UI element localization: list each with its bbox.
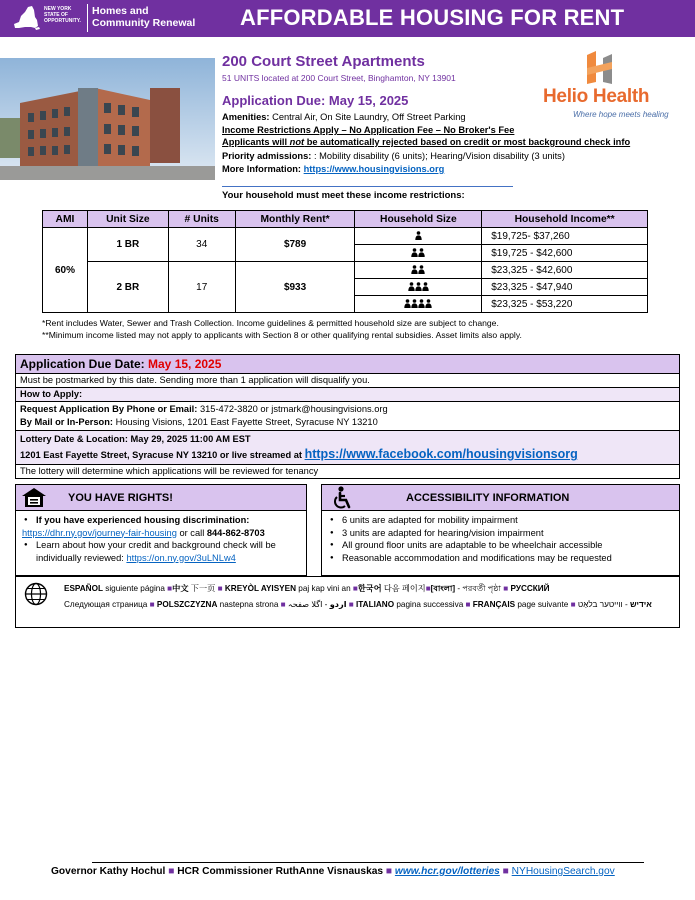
language-name[interactable]: اردو (329, 600, 347, 609)
building-photo (0, 58, 215, 180)
language-name[interactable]: РУССКИЙ (510, 584, 550, 593)
household-size-cell (355, 279, 482, 296)
page-title: AFFORDABLE HOUSING FOR RENT (240, 5, 625, 30)
units-cell: 17 (168, 262, 235, 313)
lottery-note-row: The lottery will determine which applications will be reviewed for tenancy (20, 466, 319, 476)
accessibility-title: ACCESSIBILITY INFORMATION (406, 492, 570, 504)
lottery-row: Lottery Date & Location: May 29, 2025 11:00 AM EST 1201 East Fayette Street, Syracuse NY 13210 or live streamed at https://www.facebook.com/housingvisionsorg (16, 431, 679, 465)
more-info-line: More Information: https://www.housingvisions.org (222, 164, 445, 174)
postmark-row: Must be postmarked by this date. Sending more than 1 application will disqualify you. (16, 374, 679, 388)
header-rent: Monthly Rent* (235, 211, 355, 228)
units-cell: 34 (168, 228, 235, 262)
language-name[interactable]: POLSZCZYZNA (156, 600, 218, 609)
facebook-stream-link[interactable]: https://www.facebook.com/housingvisionsorg (304, 447, 578, 461)
list-item: ● If you have experienced housing discrimination: https://dhr.ny.gov/journey-fair-housing or call 844-862-8703 (22, 514, 300, 539)
household-size-cell (355, 245, 482, 262)
household-income-cell: $23,325 - $42,600 (482, 262, 648, 279)
application-box (15, 354, 680, 479)
header-bar (0, 0, 695, 37)
language-name[interactable]: FRANÇAIS (472, 600, 516, 609)
restrictions-line: Income Restrictions Apply – No Application Fee – No Broker's Fee (222, 125, 515, 135)
rent-cell: $933 (235, 262, 355, 313)
person-icon (411, 248, 425, 259)
partner-name: Helio Health (543, 86, 650, 107)
household-size-cell (355, 228, 482, 245)
language-name[interactable]: KREYÒL AYISYEN (224, 584, 297, 593)
ny-state-map-icon (11, 4, 41, 32)
logo-divider (87, 4, 88, 32)
priority-line: Priority admissions: : Mobility disability (6 units); Hearing/Vision disability (3 units) (222, 151, 565, 161)
language-name[interactable]: 한국어 (357, 584, 382, 593)
property-name: 200 Court Street Apartments (222, 53, 425, 70)
footer: Governor Kathy Hochul ■ HCR Commissioner RuthAnne Visnauskas ■ www.hcr.gov/lotteries ■ NYHousingSearch.gov (51, 866, 615, 877)
person-icon (415, 231, 422, 242)
list-item: ● 6 units are adapted for mobility impairment (328, 514, 673, 527)
list-item: ● All ground floor units are adaptable to be wheelchair accessible (328, 539, 673, 552)
income-intro: Your household must meet these income restrictions: (222, 190, 465, 201)
household-income-cell: $19,725 - $42,600 (482, 245, 648, 262)
household-income-cell: $23,325 - $47,940 (482, 279, 648, 296)
household-income-cell: $19,725- $37,260 (482, 228, 648, 245)
header-household-income: Household Income** (482, 211, 648, 228)
partner-tagline: Where hope meets healing (573, 110, 669, 119)
state-logo-text: NEW YORK STATE OF OPPORTUNITY. (44, 6, 81, 24)
unit-size-cell: 1 BR (87, 228, 168, 262)
header-unit-size: Unit Size (87, 211, 168, 228)
ami-cell: 60% (43, 228, 88, 313)
header-ami: AMI (43, 211, 88, 228)
person-icon (408, 282, 429, 293)
household-size-cell (355, 296, 482, 313)
income-note: **Minimum income listed may not apply to applicants with Section 8 or other qualifying rental subsidies. Asset limits also apply. (42, 330, 522, 340)
agency-logo-text: Homes and Community Renewal (92, 5, 196, 29)
amenities-line: Amenities: Central Air, On Site Laundry, Off Street Parking (222, 112, 466, 122)
household-income-cell: $23,325 - $53,220 (482, 296, 648, 313)
housingvisions-link[interactable]: https://www.housingvisions.org (303, 164, 445, 174)
table-header-row (43, 211, 648, 228)
accessibility-list (322, 511, 679, 564)
wheelchair-icon (330, 486, 352, 510)
rights-panel-header (16, 485, 306, 511)
fair-housing-link[interactable]: https://dhr.ny.gov/journey-fair-housing (22, 527, 177, 538)
household-size-cell (355, 262, 482, 279)
list-item: ● 3 units are adapted for hearing/vision impairment (328, 527, 673, 540)
rent-note: *Rent includes Water, Sewer and Trash Collection. Income guidelines & permitted household size are subject to change. (42, 318, 499, 328)
income-table (42, 210, 648, 313)
rent-cell: $789 (235, 228, 355, 262)
table-row (43, 228, 648, 245)
property-subtitle: 51 UNITS located at 200 Court Street, Binghamton, NY 13901 (222, 73, 456, 83)
footer-divider (92, 862, 644, 863)
application-due-row: Application Due Date: May 15, 2025 (16, 355, 679, 374)
language-name[interactable]: ITALIANO (356, 600, 395, 609)
equal-housing-icon (22, 488, 46, 508)
accessibility-panel-header (322, 485, 679, 511)
list-item: ● Learn about how your credit and background check will be individually reviewed: https://on.ny.gov/3uLNLw4 (22, 539, 300, 564)
language-name[interactable]: ESPAÑOL (64, 584, 103, 593)
globe-icon (24, 582, 48, 606)
application-due-heading: Application Due: May 15, 2025 (222, 93, 409, 108)
header-household-size: Household Size (355, 211, 482, 228)
lotteries-link[interactable]: www.hcr.gov/lotteries (394, 866, 500, 877)
how-to-apply-row: How to Apply: (16, 388, 679, 402)
language-name[interactable]: אידיש (629, 600, 652, 609)
header-units: # Units (168, 211, 235, 228)
divider (222, 186, 513, 187)
accessibility-panel (321, 484, 680, 576)
person-icon (404, 299, 432, 310)
languages-box (15, 576, 680, 628)
rights-list (16, 511, 306, 564)
list-item: ● Reasonable accommodation and modifications may be requested (328, 552, 673, 565)
unit-size-cell: 2 BR (87, 262, 168, 313)
language-name[interactable]: 中文 (172, 584, 189, 593)
table-row (43, 262, 648, 279)
credit-review-link[interactable]: https://on.ny.gov/3uLNLw4 (126, 552, 236, 563)
rights-panel (15, 484, 307, 576)
nyhousingsearch-link[interactable]: NYHousingSearch.gov (511, 866, 615, 877)
request-row: Request Application By Phone or Email: 315-472-3820 or jstmark@housingvisions.org By Mail or In-Person: Housing Visions, 1201 East Fayette Street, Syracuse NY 13210 (16, 402, 679, 431)
applicants-line: Applicants will not be automatically rejected based on credit or most background check info (222, 137, 631, 147)
language-list: ESPAÑOL siguiente página ■中文 下一页 ■ KREYÒL AYISYEN paj kap vini an ■한국어 다음 페이지■[বাংলা] - পরবর্তী পৃষ্ঠা ■ РУССКИЙ Следующая страница ■ POLSZCZYZNA nastepna strona ■ اردو - اگلا صفحہ ■ ITALIANO pagina successiva ■ FRANÇAIS page suivante ■ אידיש - ווייטער בלאַט (64, 584, 652, 609)
language-name[interactable]: [বাংলা] (430, 584, 456, 593)
rights-title: YOU HAVE RIGHTS! (68, 492, 173, 504)
person-icon (411, 265, 425, 276)
